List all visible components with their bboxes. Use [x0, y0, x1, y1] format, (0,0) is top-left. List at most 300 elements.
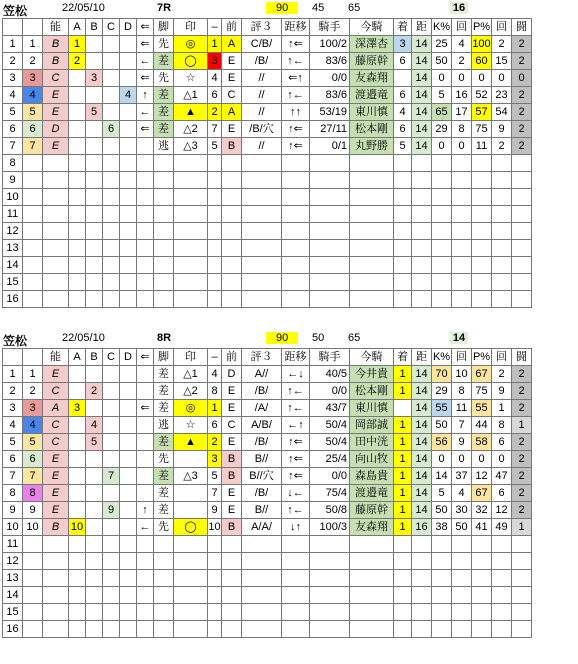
- cell-running-style[interactable]: [154, 621, 174, 638]
- cell-rank-c[interactable]: [103, 36, 120, 53]
- cell-horse-number[interactable]: 7: [23, 138, 43, 155]
- cell-p-percent[interactable]: [472, 604, 492, 621]
- cell-rank-a[interactable]: [69, 536, 86, 553]
- cell-rank-d[interactable]: [120, 417, 137, 434]
- cell-arrow-mark[interactable]: ⇐: [137, 36, 154, 53]
- cell-current-jockey[interactable]: 今井貴: [350, 366, 394, 383]
- cell-prediction-mark[interactable]: [174, 485, 208, 502]
- cell-jockey-stats[interactable]: 0/0: [310, 383, 350, 400]
- cell-rank-d[interactable]: [120, 536, 137, 553]
- cell-ability-grade[interactable]: [43, 604, 69, 621]
- cell-k-percent[interactable]: 25: [432, 36, 452, 53]
- cell-p-percent[interactable]: 12: [472, 468, 492, 485]
- cell-running-style[interactable]: [154, 172, 174, 189]
- cell-popularity[interactable]: 6: [208, 87, 222, 104]
- cell-rank-a[interactable]: [69, 366, 86, 383]
- cell-prediction-mark[interactable]: ▲: [174, 104, 208, 121]
- cell-p-percent[interactable]: 11: [472, 138, 492, 155]
- cell-prediction-mark[interactable]: [174, 172, 208, 189]
- table-row[interactable]: [3, 274, 532, 291]
- cell-distance-change[interactable]: [282, 172, 310, 189]
- cell-row-number[interactable]: 15: [3, 274, 23, 291]
- cell-popularity[interactable]: 4: [208, 366, 222, 383]
- cell-p-percent[interactable]: [472, 553, 492, 570]
- cell-distance[interactable]: [412, 291, 432, 308]
- cell-ability-grade[interactable]: C: [43, 417, 69, 434]
- cell-finish[interactable]: 6: [394, 53, 412, 70]
- cell-distance-change[interactable]: [282, 621, 310, 638]
- cell-prediction-mark[interactable]: [174, 274, 208, 291]
- cell-previous-grade[interactable]: [222, 621, 242, 638]
- cell-distance[interactable]: [412, 240, 432, 257]
- cell-rank-b[interactable]: [86, 604, 103, 621]
- cell-horse-number[interactable]: [23, 621, 43, 638]
- cell-rating-3[interactable]: /B/穴: [242, 121, 282, 138]
- cell-fight-grade[interactable]: 2: [512, 138, 532, 155]
- cell-k-count[interactable]: 0: [452, 70, 472, 87]
- cell-prediction-mark[interactable]: [174, 604, 208, 621]
- cell-current-jockey[interactable]: [350, 189, 394, 206]
- cell-fight-grade[interactable]: 1: [512, 417, 532, 434]
- cell-fight-grade[interactable]: 2: [512, 104, 532, 121]
- cell-k-count[interactable]: [452, 172, 472, 189]
- cell-distance[interactable]: [412, 587, 432, 604]
- cell-finish[interactable]: 1: [394, 485, 412, 502]
- cell-popularity[interactable]: [208, 587, 222, 604]
- cell-p-count[interactable]: [492, 172, 512, 189]
- cell-rank-a[interactable]: [69, 257, 86, 274]
- cell-running-style[interactable]: 先: [154, 451, 174, 468]
- cell-previous-grade[interactable]: [222, 587, 242, 604]
- cell-k-count[interactable]: [452, 155, 472, 172]
- cell-prediction-mark[interactable]: △2: [174, 383, 208, 400]
- cell-fight-grade[interactable]: [512, 155, 532, 172]
- cell-distance-change[interactable]: ↑⇐: [282, 138, 310, 155]
- cell-fight-grade[interactable]: 2: [512, 400, 532, 417]
- cell-jockey-stats[interactable]: [310, 223, 350, 240]
- cell-rank-a[interactable]: [69, 604, 86, 621]
- cell-rank-c[interactable]: [103, 223, 120, 240]
- cell-ability-grade[interactable]: E: [43, 502, 69, 519]
- cell-p-count[interactable]: 0: [492, 70, 512, 87]
- cell-prediction-mark[interactable]: △1: [174, 87, 208, 104]
- cell-popularity[interactable]: [208, 536, 222, 553]
- cell-rank-a[interactable]: 2: [69, 53, 86, 70]
- cell-row-number[interactable]: 1: [3, 366, 23, 383]
- cell-p-percent[interactable]: 0: [472, 70, 492, 87]
- table-row[interactable]: [3, 451, 532, 468]
- cell-current-jockey[interactable]: [350, 240, 394, 257]
- cell-rank-d[interactable]: [120, 553, 137, 570]
- cell-row-number[interactable]: 2: [3, 53, 23, 70]
- cell-k-count[interactable]: [452, 257, 472, 274]
- cell-horse-number[interactable]: 2: [23, 383, 43, 400]
- cell-p-percent[interactable]: 32: [472, 502, 492, 519]
- cell-ability-grade[interactable]: [43, 257, 69, 274]
- cell-rank-b[interactable]: [86, 519, 103, 536]
- cell-rank-c[interactable]: [103, 138, 120, 155]
- cell-current-jockey[interactable]: 岡部誠: [350, 417, 394, 434]
- cell-running-style[interactable]: 差: [154, 502, 174, 519]
- cell-k-count[interactable]: [452, 206, 472, 223]
- table-row[interactable]: [3, 400, 532, 417]
- cell-horse-number[interactable]: [23, 274, 43, 291]
- cell-rank-b[interactable]: [86, 468, 103, 485]
- cell-fight-grade[interactable]: 2: [512, 468, 532, 485]
- cell-row-number[interactable]: 7: [3, 468, 23, 485]
- cell-previous-grade[interactable]: [222, 206, 242, 223]
- cell-k-percent[interactable]: [432, 172, 452, 189]
- cell-finish[interactable]: [394, 553, 412, 570]
- cell-k-count[interactable]: 50: [452, 519, 472, 536]
- cell-row-number[interactable]: 14: [3, 257, 23, 274]
- cell-fight-grade[interactable]: 2: [512, 485, 532, 502]
- cell-previous-grade[interactable]: [222, 553, 242, 570]
- cell-k-count[interactable]: [452, 223, 472, 240]
- cell-rank-c[interactable]: [103, 417, 120, 434]
- cell-rank-c[interactable]: [103, 291, 120, 308]
- cell-previous-grade[interactable]: E: [222, 502, 242, 519]
- cell-distance[interactable]: 14: [412, 451, 432, 468]
- cell-rank-d[interactable]: [120, 223, 137, 240]
- cell-rank-b[interactable]: 5: [86, 434, 103, 451]
- cell-k-percent[interactable]: 70: [432, 366, 452, 383]
- table-row[interactable]: [3, 155, 532, 172]
- cell-rank-d[interactable]: [120, 570, 137, 587]
- cell-p-percent[interactable]: 100: [472, 36, 492, 53]
- cell-finish[interactable]: [394, 536, 412, 553]
- cell-ability-grade[interactable]: [43, 570, 69, 587]
- cell-rank-b[interactable]: [86, 366, 103, 383]
- cell-k-count[interactable]: [452, 621, 472, 638]
- cell-p-percent[interactable]: [472, 172, 492, 189]
- cell-previous-grade[interactable]: [222, 189, 242, 206]
- cell-previous-grade[interactable]: B: [222, 451, 242, 468]
- cell-horse-number[interactable]: [23, 587, 43, 604]
- cell-current-jockey[interactable]: [350, 536, 394, 553]
- cell-k-percent[interactable]: 50: [432, 502, 452, 519]
- cell-prediction-mark[interactable]: △3: [174, 138, 208, 155]
- cell-rank-a[interactable]: [69, 570, 86, 587]
- cell-previous-grade[interactable]: [222, 536, 242, 553]
- cell-distance-change[interactable]: [282, 155, 310, 172]
- cell-previous-grade[interactable]: B: [222, 138, 242, 155]
- cell-arrow-mark[interactable]: [137, 240, 154, 257]
- cell-finish[interactable]: 1: [394, 383, 412, 400]
- cell-previous-grade[interactable]: [222, 223, 242, 240]
- cell-distance[interactable]: 14: [412, 434, 432, 451]
- cell-rank-b[interactable]: [86, 189, 103, 206]
- cell-row-number[interactable]: 5: [3, 434, 23, 451]
- cell-current-jockey[interactable]: 東川慎: [350, 400, 394, 417]
- cell-arrow-mark[interactable]: [137, 383, 154, 400]
- cell-popularity[interactable]: 1: [208, 36, 222, 53]
- cell-distance-change[interactable]: [282, 206, 310, 223]
- cell-horse-number[interactable]: [23, 172, 43, 189]
- cell-k-percent[interactable]: [432, 570, 452, 587]
- cell-arrow-mark[interactable]: [137, 604, 154, 621]
- cell-k-percent[interactable]: [432, 604, 452, 621]
- cell-k-percent[interactable]: 5: [432, 485, 452, 502]
- cell-fight-grade[interactable]: [512, 553, 532, 570]
- cell-rank-b[interactable]: [86, 451, 103, 468]
- table-row[interactable]: [3, 485, 532, 502]
- cell-current-jockey[interactable]: 森島貴: [350, 468, 394, 485]
- cell-popularity[interactable]: [208, 274, 222, 291]
- cell-prediction-mark[interactable]: ◎: [174, 400, 208, 417]
- cell-prediction-mark[interactable]: [174, 240, 208, 257]
- cell-current-jockey[interactable]: [350, 257, 394, 274]
- cell-arrow-mark[interactable]: [137, 434, 154, 451]
- cell-current-jockey[interactable]: [350, 223, 394, 240]
- cell-row-number[interactable]: 12: [3, 553, 23, 570]
- cell-rank-b[interactable]: [86, 206, 103, 223]
- cell-prediction-mark[interactable]: [174, 155, 208, 172]
- cell-row-number[interactable]: 4: [3, 417, 23, 434]
- cell-distance[interactable]: [412, 172, 432, 189]
- cell-prediction-mark[interactable]: [174, 502, 208, 519]
- cell-rank-a[interactable]: [69, 417, 86, 434]
- cell-jockey-stats[interactable]: 53/19: [310, 104, 350, 121]
- cell-current-jockey[interactable]: 松本剛: [350, 121, 394, 138]
- cell-running-style[interactable]: [154, 206, 174, 223]
- cell-running-style[interactable]: 逃: [154, 417, 174, 434]
- cell-jockey-stats[interactable]: 0/0: [310, 468, 350, 485]
- cell-running-style[interactable]: [154, 257, 174, 274]
- cell-k-percent[interactable]: [432, 291, 452, 308]
- cell-k-percent[interactable]: 65: [432, 104, 452, 121]
- cell-rating-3[interactable]: B//: [242, 502, 282, 519]
- cell-row-number[interactable]: 8: [3, 155, 23, 172]
- cell-current-jockey[interactable]: 丸野勝: [350, 138, 394, 155]
- cell-ability-grade[interactable]: [43, 189, 69, 206]
- cell-distance-change[interactable]: [282, 240, 310, 257]
- cell-distance-change[interactable]: [282, 553, 310, 570]
- cell-current-jockey[interactable]: 藤原幹: [350, 502, 394, 519]
- cell-horse-number[interactable]: [23, 257, 43, 274]
- cell-prediction-mark[interactable]: ◎: [174, 36, 208, 53]
- cell-finish[interactable]: 6: [394, 87, 412, 104]
- cell-distance-change[interactable]: [282, 604, 310, 621]
- cell-ability-grade[interactable]: E: [43, 366, 69, 383]
- cell-horse-number[interactable]: 1: [23, 366, 43, 383]
- cell-horse-number[interactable]: 2: [23, 53, 43, 70]
- cell-rating-3[interactable]: B//穴: [242, 468, 282, 485]
- cell-rank-c[interactable]: [103, 604, 120, 621]
- cell-row-number[interactable]: 10: [3, 189, 23, 206]
- cell-distance[interactable]: [412, 257, 432, 274]
- cell-arrow-mark[interactable]: [137, 485, 154, 502]
- cell-rank-a[interactable]: 1: [69, 36, 86, 53]
- cell-popularity[interactable]: [208, 570, 222, 587]
- cell-distance[interactable]: 14: [412, 383, 432, 400]
- cell-rank-d[interactable]: [120, 502, 137, 519]
- cell-prediction-mark[interactable]: △3: [174, 468, 208, 485]
- cell-previous-grade[interactable]: [222, 172, 242, 189]
- cell-p-percent[interactable]: 75: [472, 121, 492, 138]
- cell-distance-change[interactable]: [282, 536, 310, 553]
- cell-fight-grade[interactable]: 2: [512, 502, 532, 519]
- cell-rank-d[interactable]: [120, 121, 137, 138]
- table-row[interactable]: [3, 604, 532, 621]
- cell-current-jockey[interactable]: 田中洸: [350, 434, 394, 451]
- cell-rating-3[interactable]: //: [242, 87, 282, 104]
- cell-horse-number[interactable]: 4: [23, 417, 43, 434]
- cell-distance-change[interactable]: ↑←: [282, 502, 310, 519]
- cell-p-count[interactable]: [492, 223, 512, 240]
- cell-ability-grade[interactable]: E: [43, 87, 69, 104]
- cell-running-style[interactable]: 差: [154, 366, 174, 383]
- cell-finish[interactable]: 3: [394, 36, 412, 53]
- cell-rank-c[interactable]: [103, 172, 120, 189]
- cell-popularity[interactable]: [208, 155, 222, 172]
- cell-jockey-stats[interactable]: 25/4: [310, 451, 350, 468]
- cell-jockey-stats[interactable]: [310, 604, 350, 621]
- cell-running-style[interactable]: 先: [154, 36, 174, 53]
- cell-rank-b[interactable]: [86, 36, 103, 53]
- cell-distance-change[interactable]: [282, 257, 310, 274]
- cell-prediction-mark[interactable]: [174, 536, 208, 553]
- cell-row-number[interactable]: 10: [3, 519, 23, 536]
- cell-rank-b[interactable]: [86, 172, 103, 189]
- cell-ability-grade[interactable]: B: [43, 36, 69, 53]
- cell-finish[interactable]: 1: [394, 417, 412, 434]
- cell-row-number[interactable]: 13: [3, 570, 23, 587]
- cell-rating-3[interactable]: /A/: [242, 400, 282, 417]
- cell-ability-grade[interactable]: [43, 206, 69, 223]
- cell-row-number[interactable]: 11: [3, 536, 23, 553]
- cell-arrow-mark[interactable]: [137, 417, 154, 434]
- cell-distance-change[interactable]: ↑←: [282, 53, 310, 70]
- cell-rank-c[interactable]: [103, 570, 120, 587]
- cell-p-count[interactable]: [492, 274, 512, 291]
- cell-rating-3[interactable]: /B/: [242, 434, 282, 451]
- cell-p-percent[interactable]: [472, 155, 492, 172]
- cell-current-jockey[interactable]: [350, 274, 394, 291]
- cell-arrow-mark[interactable]: ⇐: [137, 121, 154, 138]
- table-row[interactable]: [3, 468, 532, 485]
- cell-prediction-mark[interactable]: [174, 206, 208, 223]
- cell-jockey-stats[interactable]: [310, 172, 350, 189]
- cell-horse-number[interactable]: 3: [23, 400, 43, 417]
- cell-running-style[interactable]: 差: [154, 383, 174, 400]
- table-row[interactable]: [3, 587, 532, 604]
- cell-current-jockey[interactable]: 深澤杏: [350, 36, 394, 53]
- cell-previous-grade[interactable]: C: [222, 417, 242, 434]
- cell-prediction-mark[interactable]: [174, 621, 208, 638]
- cell-jockey-stats[interactable]: [310, 587, 350, 604]
- cell-k-count[interactable]: [452, 189, 472, 206]
- cell-p-count[interactable]: 2: [492, 138, 512, 155]
- cell-previous-grade[interactable]: A: [222, 36, 242, 53]
- cell-rank-b[interactable]: [86, 485, 103, 502]
- cell-finish[interactable]: [394, 604, 412, 621]
- cell-finish[interactable]: [394, 189, 412, 206]
- cell-running-style[interactable]: [154, 587, 174, 604]
- cell-fight-grade[interactable]: [512, 604, 532, 621]
- cell-p-percent[interactable]: 0: [472, 451, 492, 468]
- cell-rank-c[interactable]: 7: [103, 468, 120, 485]
- cell-distance-change[interactable]: ↑⇐: [282, 468, 310, 485]
- cell-k-percent[interactable]: [432, 257, 452, 274]
- cell-fight-grade[interactable]: [512, 536, 532, 553]
- cell-finish[interactable]: 1: [394, 451, 412, 468]
- table-row[interactable]: [3, 570, 532, 587]
- cell-rank-c[interactable]: [103, 274, 120, 291]
- cell-row-number[interactable]: 9: [3, 502, 23, 519]
- cell-rank-c[interactable]: [103, 621, 120, 638]
- cell-p-percent[interactable]: [472, 274, 492, 291]
- cell-k-count[interactable]: 4: [452, 36, 472, 53]
- cell-rating-3[interactable]: A//: [242, 366, 282, 383]
- cell-popularity[interactable]: 9: [208, 502, 222, 519]
- table-row[interactable]: [3, 519, 532, 536]
- cell-p-count[interactable]: 23: [492, 87, 512, 104]
- cell-rank-c[interactable]: [103, 53, 120, 70]
- cell-k-percent[interactable]: 14: [432, 468, 452, 485]
- cell-k-count[interactable]: 4: [452, 485, 472, 502]
- cell-rank-d[interactable]: [120, 257, 137, 274]
- cell-prediction-mark[interactable]: ☆: [174, 417, 208, 434]
- cell-rank-c[interactable]: [103, 553, 120, 570]
- cell-rank-a[interactable]: 3: [69, 400, 86, 417]
- cell-k-count[interactable]: [452, 536, 472, 553]
- cell-horse-number[interactable]: 1: [23, 36, 43, 53]
- cell-current-jockey[interactable]: [350, 587, 394, 604]
- cell-prediction-mark[interactable]: [174, 189, 208, 206]
- cell-p-percent[interactable]: 44: [472, 417, 492, 434]
- cell-rank-c[interactable]: [103, 240, 120, 257]
- table-row[interactable]: [3, 206, 532, 223]
- cell-current-jockey[interactable]: [350, 291, 394, 308]
- cell-ability-grade[interactable]: C: [43, 434, 69, 451]
- cell-distance-change[interactable]: ↑←: [282, 400, 310, 417]
- cell-distance-change[interactable]: ↑←: [282, 383, 310, 400]
- cell-popularity[interactable]: 1: [208, 400, 222, 417]
- cell-previous-grade[interactable]: E: [222, 400, 242, 417]
- cell-distance[interactable]: 14: [412, 485, 432, 502]
- cell-p-percent[interactable]: [472, 587, 492, 604]
- cell-ability-grade[interactable]: [43, 291, 69, 308]
- cell-current-jockey[interactable]: [350, 604, 394, 621]
- cell-horse-number[interactable]: 3: [23, 70, 43, 87]
- cell-finish[interactable]: 1: [394, 434, 412, 451]
- cell-rating-3[interactable]: [242, 189, 282, 206]
- cell-k-percent[interactable]: [432, 621, 452, 638]
- table-row[interactable]: [3, 257, 532, 274]
- cell-current-jockey[interactable]: [350, 570, 394, 587]
- cell-jockey-stats[interactable]: [310, 189, 350, 206]
- cell-p-count[interactable]: 47: [492, 468, 512, 485]
- cell-distance[interactable]: 14: [412, 417, 432, 434]
- cell-fight-grade[interactable]: 2: [512, 451, 532, 468]
- cell-jockey-stats[interactable]: [310, 206, 350, 223]
- cell-rating-3[interactable]: //: [242, 104, 282, 121]
- cell-k-count[interactable]: [452, 570, 472, 587]
- cell-row-number[interactable]: 1: [3, 36, 23, 53]
- cell-rank-c[interactable]: 9: [103, 502, 120, 519]
- cell-finish[interactable]: [394, 257, 412, 274]
- cell-p-count[interactable]: 49: [492, 519, 512, 536]
- cell-jockey-stats[interactable]: 83/6: [310, 87, 350, 104]
- cell-p-count[interactable]: 54: [492, 104, 512, 121]
- cell-jockey-stats[interactable]: [310, 536, 350, 553]
- cell-running-style[interactable]: [154, 291, 174, 308]
- cell-previous-grade[interactable]: D: [222, 366, 242, 383]
- cell-rank-b[interactable]: [86, 121, 103, 138]
- cell-popularity[interactable]: 6: [208, 417, 222, 434]
- cell-rank-d[interactable]: [120, 291, 137, 308]
